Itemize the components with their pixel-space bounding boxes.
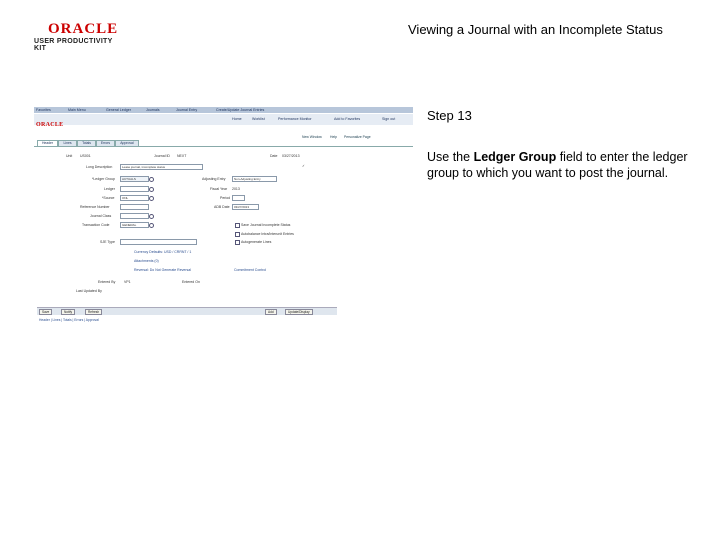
reversal-link[interactable]: Reversal: Do Not Generate Reversal [134,268,191,272]
menu-item-create-update[interactable]: Create/Update Journal Entries [216,108,265,112]
save-button[interactable]: Save [39,309,52,315]
adb-date-label: ADB Date [214,205,230,209]
journal-id-label: Journal ID [154,154,170,158]
step-text-before: Use the [427,150,474,164]
autobalance-label: Autobalance Intra/Interunit Entries [241,232,294,236]
long-description-input[interactable]: Lease journal, incomplete status [120,164,203,170]
sje-type-label: SJE Type [100,240,115,244]
autobalance-checkbox[interactable] [235,232,240,237]
tab-divider [34,146,413,147]
reference-number-input[interactable] [120,204,149,210]
refresh-button[interactable]: Refresh [85,309,102,315]
autogenerate-lines-checkbox[interactable] [235,240,240,245]
menu-item-journals[interactable]: Journals [146,108,160,112]
new-window-link[interactable]: New Window [302,135,322,139]
ledger-input[interactable] [120,186,149,192]
entered-by-value: VP1 [124,280,131,284]
period-label: Period [220,196,231,200]
source-input[interactable]: ONL [120,195,149,201]
attachments-link[interactable]: Attachments (0) [134,259,159,263]
unit-label: Unit [66,154,73,158]
upk-logo [34,22,124,52]
performance-monitor-link[interactable]: Performance Monitor [278,117,312,121]
footer-tab-links[interactable]: Header | Lines | Totals | Errors | Approval [39,318,99,322]
date-label: Date [270,154,278,158]
toolbar [37,307,337,315]
journal-class-input[interactable] [120,213,149,219]
tab-header[interactable]: Header [37,140,58,146]
adjusting-entry-label: Adjusting Entry [202,177,226,181]
menu-bar [34,107,413,113]
commitment-control-link[interactable]: Commitment Control [234,268,267,272]
tab-lines[interactable]: Lines [58,140,77,146]
add-to-favorites-link[interactable]: Add to Favorites [334,117,361,121]
update-display-button[interactable]: Update/Display [285,309,313,315]
journal-id-value: NEXT [177,154,187,158]
ledger-group-label: *Ledger Group [92,177,115,181]
tab-totals[interactable]: Totals [77,140,96,146]
notify-button[interactable]: Notify [61,309,75,315]
home-link[interactable]: Home [232,117,242,121]
help-link[interactable]: Help [330,135,337,139]
tab-approval[interactable]: Approval [115,140,139,146]
save-incomplete-label: Save Journal Incomplete Status [241,223,291,227]
worklist-link[interactable]: Worklist [252,117,265,121]
fiscal-year-label: Fiscal Year [210,187,228,191]
adjusting-entry-select[interactable]: Non-Adjusting Entry [232,176,277,182]
journal-class-lookup-icon[interactable] [149,214,154,219]
sign-out-link[interactable]: Sign out [382,117,396,121]
logo-oracle-text: ORACLE [48,21,119,37]
adb-date-input[interactable]: 03/27/2013 [232,204,259,210]
save-incomplete-checkbox[interactable] [235,223,240,228]
date-value: 03/27/2013 [282,154,300,158]
spell-check-icon[interactable]: ✓ [302,164,305,168]
last-updated-label: Last Updated By [76,289,102,293]
entered-on-label: Entered On [182,280,200,284]
ledger-group-lookup-icon[interactable] [149,177,154,182]
step-instruction [427,149,697,181]
ledger-group-input[interactable]: ACTUALS [120,176,149,182]
entered-by-label: Entered By [98,280,116,284]
source-lookup-icon[interactable] [149,196,154,201]
add-button[interactable]: Add [265,309,277,315]
step-text-bold: Ledger Group [473,150,557,164]
period-input[interactable] [232,195,245,201]
unit-value: US001 [80,154,91,158]
transaction-code-input[interactable]: GENERAL [120,222,149,228]
sje-type-select[interactable] [120,239,197,245]
long-description-label: Long Description [86,165,113,169]
ledger-label: Ledger [104,187,115,191]
application-screenshot [34,103,413,325]
source-label: *Source [102,196,115,200]
logo-upk-text: USER PRODUCTIVITY KIT [34,38,113,52]
menu-item-main-menu[interactable]: Main Menu [68,108,86,112]
currency-defaults-link[interactable]: Currency Defaults: USD / CRRNT / 1 [134,250,192,254]
menu-item-journal-entry[interactable]: Journal Entry [176,108,198,112]
ledger-lookup-icon[interactable] [149,187,154,192]
transaction-code-lookup-icon[interactable] [149,223,154,228]
transaction-code-label: Transaction Code [82,223,110,227]
fiscal-year-value: 2013 [232,187,240,191]
step-title: Step 13 [427,108,472,123]
personalize-page-link[interactable]: Personalize Page [344,135,371,139]
autogenerate-lines-label: Autogenerate Lines [241,240,272,244]
step-text-after: field to enter the ledger group to which you want to post the journal. [427,150,688,180]
menu-item-favorites[interactable]: Favorites [36,108,51,112]
page-title: Viewing a Journal with an Incomplete Status [408,22,663,37]
tab-errors[interactable]: Errors [96,140,115,146]
reference-number-label: Reference Number [80,205,110,209]
journal-class-label: Journal Class [90,214,112,218]
oracle-mini-logo: ORACLE [36,122,64,128]
menu-item-general-ledger[interactable]: General Ledger [106,108,131,112]
